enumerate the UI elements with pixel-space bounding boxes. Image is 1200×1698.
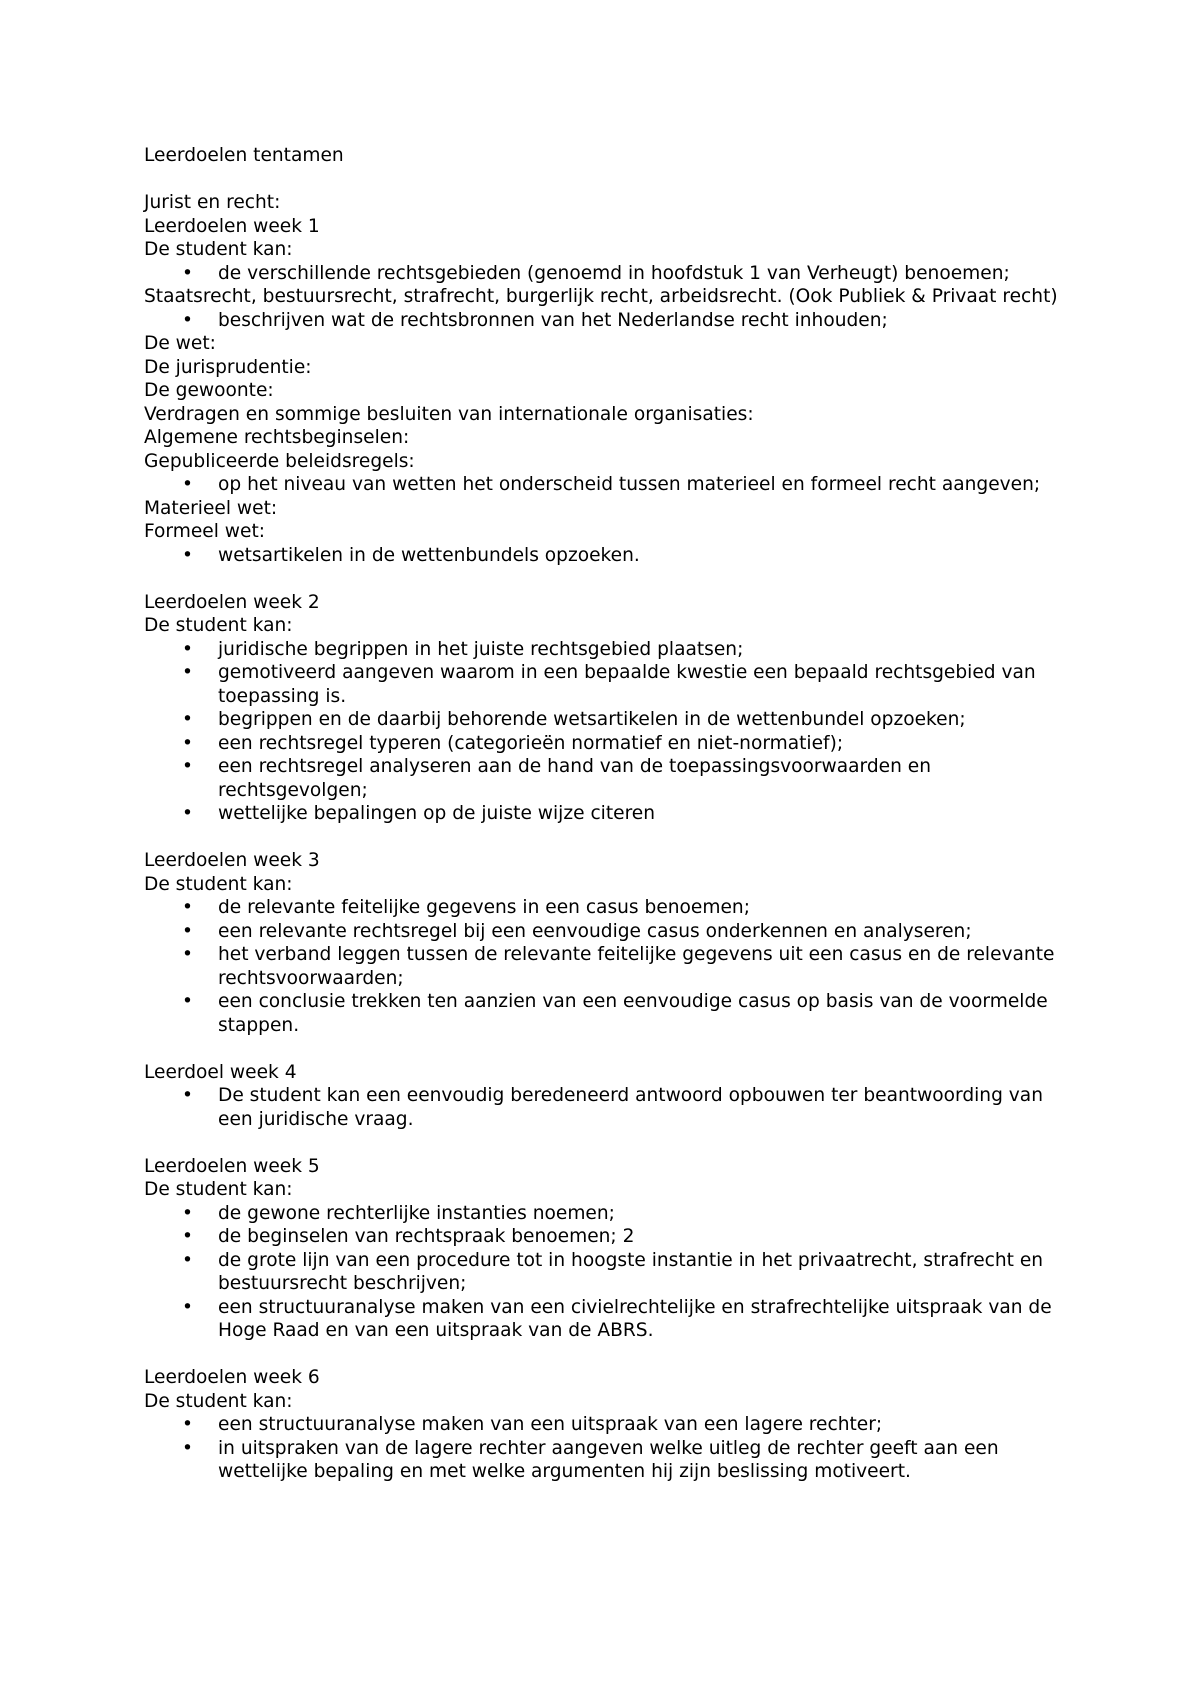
- list-item-text: de relevante feitelijke gegevens in een casus benoemen;: [218, 897, 750, 918]
- text-line: Formeel wet:: [144, 521, 265, 542]
- text-line: De student kan:: [144, 239, 293, 260]
- bullet-list: [144, 638, 1080, 826]
- list-item: [144, 262, 1080, 286]
- list-item: [144, 708, 1080, 732]
- list-item-text: wettelijke bepalingen op de juiste wijze citeren: [218, 803, 656, 824]
- list-item-text: juridische begrippen in het juiste rechtsgebied plaatsen;: [218, 638, 744, 660]
- bullet-icon: •: [182, 709, 193, 730]
- list-item: [144, 802, 1080, 826]
- bullet-icon: •: [182, 991, 193, 1012]
- list-item-text: een rechtsregel typeren (categorieën normatief en niet-normatief);: [218, 732, 844, 754]
- list-item-text: beschrijven wat de rechtsbronnen van het Nederlandse recht inhouden;: [218, 309, 888, 331]
- bullet-icon: •: [182, 1296, 193, 1318]
- text-line: De student kan:: [144, 1390, 293, 1412]
- bullet-icon: •: [182, 1202, 193, 1224]
- bullet-icon: •: [182, 803, 193, 824]
- list-item: [144, 1202, 1080, 1226]
- list-item-text: gemotiveerd aangeven waarom in een bepaalde kwestie een bepaald rechtsgebied van toepassing is.: [218, 662, 1036, 707]
- bullet-icon: •: [182, 1249, 193, 1271]
- bullet-list: [144, 896, 1080, 1037]
- list-item: [144, 896, 1080, 920]
- text-line: Gepubliceerde beleidsregels:: [144, 450, 415, 472]
- text-line: Materieel wet:: [144, 497, 278, 519]
- text-line: De student kan:: [144, 615, 293, 636]
- list-item: [144, 638, 1080, 662]
- bullet-icon: •: [182, 732, 193, 754]
- list-item-text: een structuuranalyse maken van een civielrechtelijke en strafrechtelijke uitspraak van de Hoge Raad en van een uitspraak van de ABRS.: [218, 1296, 1052, 1341]
- bullet-icon: •: [182, 1437, 193, 1459]
- bullet-icon: •: [182, 944, 193, 965]
- list-item: [144, 544, 1080, 568]
- text-line: Leerdoel week 4: [144, 1061, 297, 1083]
- list-item-text: een structuuranalyse maken van een uitspraak van een lagere rechter;: [218, 1414, 883, 1435]
- list-item-text: een conclusie trekken ten aanzien van een eenvoudige casus op basis van de voormelde stappen.: [218, 991, 1048, 1036]
- text-line: Verdragen en sommige besluiten van internationale organisaties:: [144, 403, 754, 425]
- list-item-text: de grote lijn van een procedure tot in hoogste instantie in het privaatrecht, strafrecht en bestuursrecht beschrijven;: [218, 1249, 1044, 1294]
- blank-line: [144, 826, 1080, 850]
- list-item-text: een rechtsregel analyseren aan de hand van de toepassingsvoorwaarden en rechtsgevolgen;: [218, 756, 932, 801]
- text-line: De jurisprudentie:: [144, 356, 312, 378]
- list-item-text: op het niveau van wetten het onderscheid tussen materieel en formeel recht aangeven;: [218, 474, 1041, 495]
- list-item-text: begrippen en de daarbij behorende wetsartikelen in de wettenbundel opzoeken;: [218, 709, 966, 730]
- list-item: [144, 1296, 1080, 1343]
- bullet-list: [144, 1202, 1080, 1343]
- blank-line: [144, 168, 1080, 192]
- text-line: Leerdoelen week 6: [144, 1367, 320, 1388]
- text-line: Leerdoelen week 5: [144, 1155, 320, 1177]
- bullet-icon: •: [182, 662, 193, 683]
- list-item-text: de beginselen van rechtspraak benoemen; 2: [218, 1226, 635, 1247]
- text-line: De gewoonte:: [144, 380, 274, 401]
- bullet-list: [144, 1084, 1080, 1131]
- list-item-text: het verband leggen tussen de relevante feitelijke gegevens uit een casus en de relevante rechtsvoorwaarden;: [218, 944, 1055, 989]
- bullet-icon: •: [182, 474, 193, 495]
- bullet-list: [144, 262, 1080, 286]
- text-line: Jurist en recht:: [144, 192, 281, 213]
- blank-line: [144, 567, 1080, 591]
- list-item-text: de verschillende rechtsgebieden (genoemd in hoofdstuk 1 van Verheugt) benoemen;: [218, 262, 1010, 284]
- list-item: [144, 1437, 1080, 1484]
- text-line: Leerdoelen week 2: [144, 591, 320, 613]
- blank-line: [144, 1037, 1080, 1061]
- list-item: [144, 755, 1080, 802]
- list-item-text: in uitspraken van de lagere rechter aangeven welke uitleg de rechter geeft aan een wettelijke bepaling en met welke argumenten hij zijn beslissing motiveert.: [218, 1437, 999, 1482]
- bullet-icon: •: [182, 1085, 193, 1106]
- text-line: De student kan:: [144, 873, 293, 895]
- list-item: [144, 943, 1080, 990]
- bullet-icon: •: [182, 756, 193, 777]
- text-line: De student kan:: [144, 1179, 293, 1200]
- list-item-text: wetsartikelen in de wettenbundels opzoeken.: [218, 544, 640, 566]
- bullet-list: [144, 1413, 1080, 1484]
- bullet-icon: •: [182, 309, 193, 331]
- text-line: Staatsrecht, bestuursrecht, strafrecht, burgerlijk recht, arbeidsrecht. (Ook Publiek & Privaat recht): [144, 286, 1058, 307]
- list-item: [144, 1225, 1080, 1249]
- list-item-text: een relevante rechtsregel bij een eenvoudige casus onderkennen en analyseren;: [218, 920, 972, 942]
- list-item: [144, 732, 1080, 756]
- document-body: [144, 168, 1080, 1484]
- text-line: De wet:: [144, 333, 216, 354]
- bullet-icon: •: [182, 1414, 193, 1435]
- document-title: Leerdoelen tentamen: [144, 145, 344, 166]
- blank-line: [144, 1131, 1080, 1155]
- bullet-icon: •: [182, 544, 193, 566]
- bullet-icon: •: [182, 1226, 193, 1247]
- list-item: [144, 473, 1080, 497]
- list-item: [144, 1084, 1080, 1131]
- text-line: Algemene rechtsbeginselen:: [144, 427, 410, 448]
- bullet-icon: •: [182, 638, 193, 660]
- text-line: Leerdoelen week 3: [144, 850, 320, 871]
- list-item: [144, 990, 1080, 1037]
- bullet-icon: •: [182, 262, 193, 284]
- list-item-text: de gewone rechterlijke instanties noemen;: [218, 1202, 615, 1224]
- bullet-list: [144, 473, 1080, 497]
- bullet-list: [144, 544, 1080, 568]
- text-line: Leerdoelen week 1: [144, 215, 320, 237]
- bullet-icon: •: [182, 920, 193, 942]
- list-item-text: De student kan een eenvoudig beredeneerd antwoord opbouwen ter beantwoording van een juridische vraag.: [218, 1085, 1043, 1130]
- bullet-icon: •: [182, 897, 193, 918]
- list-item: [144, 661, 1080, 708]
- list-item: [144, 1249, 1080, 1296]
- blank-line: [144, 1343, 1080, 1367]
- list-item: [144, 1413, 1080, 1437]
- list-item: [144, 920, 1080, 944]
- bullet-list: [144, 309, 1080, 333]
- list-item: [144, 309, 1080, 333]
